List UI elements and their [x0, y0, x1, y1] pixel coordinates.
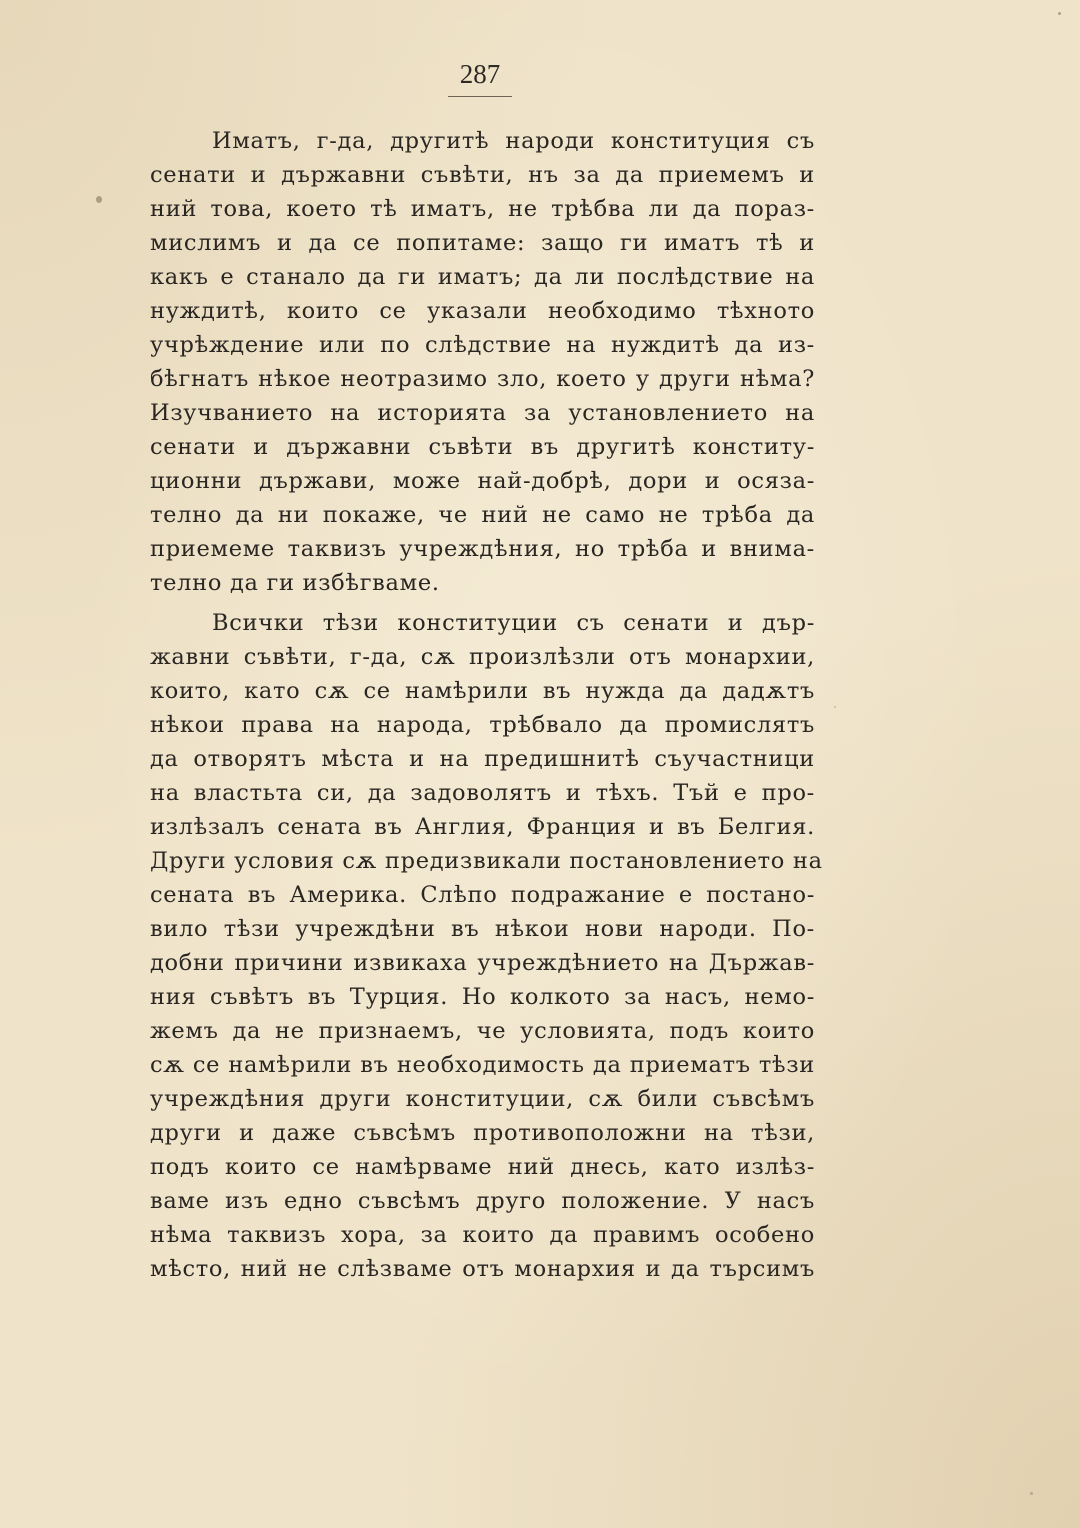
text-line: сѫ се намѣрили въ необходимость да приематъ тѣзи	[150, 1052, 815, 1078]
text-line: да отворятъ мѣста и на предишнитѣ съучастници	[150, 746, 815, 772]
text-line: телно да ни покаже, че ний не само не трѣба да	[150, 502, 815, 528]
body-text	[150, 124, 823, 1292]
text-line: Всички тѣзи конституции съ сенати и дър-	[212, 610, 815, 636]
paper-speck	[834, 706, 836, 708]
paper-speck	[96, 196, 102, 203]
text-line: нуждитѣ, които се указали необходимо тѣхното	[150, 298, 815, 324]
paragraph-1	[150, 124, 815, 600]
paper-speck	[1058, 12, 1061, 15]
text-line: Изучванието на историята за установлението на	[150, 400, 815, 426]
text-line: ния съвѣтъ въ Турция. Но колкото за насъ, немо-	[150, 984, 815, 1010]
text-line: сенати и държавни съвѣти въ другитѣ конститу-	[150, 434, 815, 460]
text-line: жемъ да не признаемъ, че условията, подъ които	[150, 1018, 815, 1044]
text-line: които, като сѫ се намѣрили въ нужда да дадѫтъ	[150, 678, 815, 704]
text-line: ваме изъ едно съвсѣмъ друго положение. У насъ	[150, 1188, 815, 1214]
text-line: излѣзалъ сената въ Англия, Франция и въ Белгия.	[150, 814, 815, 840]
text-line: бѣгнатъ нѣкое неотразимо зло, което у други нѣма?	[150, 366, 815, 392]
text-line: сената въ Америка. Слѣпо подражание е постано-	[150, 882, 815, 908]
paper-speck	[1030, 1492, 1033, 1495]
text-line: Иматъ, г-да, другитѣ народи конституция съ	[212, 128, 815, 154]
text-line: ний това, което тѣ иматъ, не трѣбва ли да пораз-	[150, 196, 815, 222]
text-line: Други условия сѫ предизвикали постановлението на	[150, 848, 823, 874]
text-line: ционни държави, може най-добрѣ, дори и осяза-	[150, 468, 815, 494]
text-line: на властьта си, да задоволятъ и тѣхъ. Тъй е про-	[150, 780, 815, 806]
text-line: подъ които се намѣрваме ний днесь, като излѣз-	[150, 1154, 815, 1180]
text-line: мислимъ и да се попитаме: защо ги иматъ тѣ и	[150, 230, 815, 256]
paragraph-2	[150, 606, 823, 1286]
text-line: учреждѣния други конституции, сѫ били съвсѣмъ	[150, 1086, 815, 1112]
text-line: жавни съвѣти, г-да, сѫ произлѣзли отъ монархии,	[150, 644, 815, 670]
page-number-rule	[448, 96, 512, 97]
text-line: други и даже съвсѣмъ противоположни на тѣзи,	[150, 1120, 815, 1146]
text-line: вило тѣзи учреждѣни въ нѣкои нови народи. По-	[150, 916, 815, 942]
text-line: добни причини извикаха учреждѣнието на Държав-	[150, 950, 815, 976]
page-number: 287	[459, 59, 501, 89]
text-line: телно да ги избѣгваме.	[150, 570, 440, 596]
text-line: нѣкои права на народа, трѣбвало да промислятъ	[150, 712, 815, 738]
text-line: мѣсто, ний не слѣзваме отъ монархия и да търсимъ	[150, 1256, 815, 1282]
text-line: учрѣждение или по слѣдствие на нуждитѣ да из-	[150, 332, 815, 358]
text-line: приемеме таквизъ учреждѣния, но трѣба и внима-	[150, 536, 815, 562]
text-line: какъ е станало да ги иматъ; да ли послѣдствие на	[150, 264, 815, 290]
text-line: сенати и държавни съвѣти, нъ за да приемемъ и	[150, 162, 815, 188]
text-line: нѣма таквизъ хора, за които да правимъ особено	[150, 1222, 815, 1248]
